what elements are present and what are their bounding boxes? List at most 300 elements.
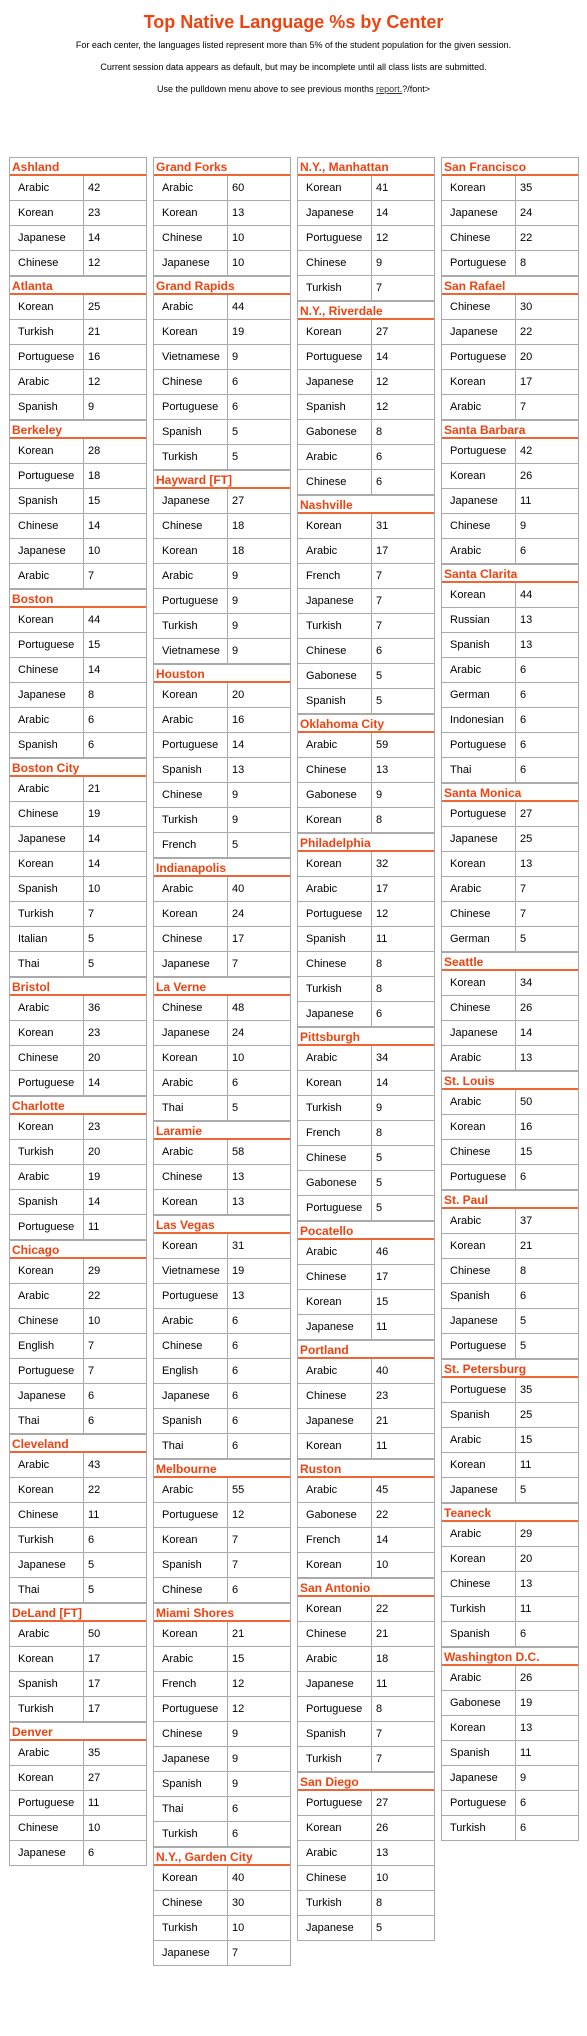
language-cell: Spanish <box>10 877 84 901</box>
center-table <box>441 1071 579 1190</box>
center-name: Miami Shores <box>154 1604 290 1622</box>
language-cell: Portuguese <box>10 1215 84 1239</box>
language-cell: Korean <box>442 583 516 607</box>
percent-cell: 50 <box>88 1628 101 1640</box>
percent-cell: 7 <box>520 908 527 920</box>
center-table <box>153 276 291 470</box>
percent-cell: 13 <box>232 1290 245 1302</box>
table-row <box>10 1334 146 1359</box>
language-cell: Chinese <box>154 226 228 250</box>
language-cell: Arabic <box>154 708 228 732</box>
language-cell: French <box>154 1672 228 1696</box>
center-table <box>9 276 147 420</box>
language-cell: Turkish <box>298 1891 372 1915</box>
percent-cell: 36 <box>88 1002 101 1014</box>
language-cell: Japanese <box>442 320 516 344</box>
percent-cell: 20 <box>520 1553 533 1565</box>
percent-cell: 10 <box>232 257 245 269</box>
table-row <box>154 1071 290 1096</box>
table-row <box>442 683 578 708</box>
table-row <box>298 1384 434 1409</box>
percent-cell: 24 <box>232 908 245 920</box>
language-cell: Korean <box>10 1766 84 1790</box>
language-cell: Arabic <box>442 1522 516 1546</box>
percent-cell: 40 <box>376 1365 389 1377</box>
center-name: Oklahoma City <box>298 715 434 733</box>
language-cell: Spanish <box>10 1672 84 1696</box>
percent-cell: 5 <box>232 426 239 438</box>
language-cell: Chinese <box>298 639 372 663</box>
language-cell: Chinese <box>154 996 228 1020</box>
percent-cell: 27 <box>376 1797 389 1809</box>
table-row <box>154 226 290 251</box>
language-cell: Spanish <box>442 1741 516 1765</box>
percent-cell: 8 <box>88 689 95 701</box>
percent-cell: 6 <box>232 1415 239 1427</box>
percent-cell: 22 <box>376 1509 389 1521</box>
percent-cell: 10 <box>232 1922 245 1934</box>
center-name: Chicago <box>10 1241 146 1259</box>
language-cell: Japanese <box>298 370 372 394</box>
table-row <box>10 395 146 420</box>
percent-cell: 10 <box>88 545 101 557</box>
percent-cell: 17 <box>88 1653 101 1665</box>
center-table <box>9 420 147 589</box>
language-cell: Chinese <box>10 1503 84 1527</box>
language-cell: Korean <box>442 1716 516 1740</box>
intro-line-3-prefix: Use the pulldown menu above to see previous months <box>157 84 377 94</box>
table-row <box>10 1553 146 1578</box>
center-name: N.Y., Garden City <box>154 1848 290 1866</box>
language-cell: Arabic <box>442 1428 516 1452</box>
percent-cell: 11 <box>520 1747 532 1759</box>
percent-cell: 9 <box>232 645 239 657</box>
language-cell: Spanish <box>442 1284 516 1308</box>
percent-cell: 50 <box>520 1096 533 1108</box>
language-cell: Arabic <box>298 539 372 563</box>
percent-cell: 5 <box>88 1559 95 1571</box>
table-row <box>298 589 434 614</box>
language-cell: Chinese <box>10 251 84 275</box>
language-cell: Korean <box>298 514 372 538</box>
language-cell: English <box>154 1359 228 1383</box>
center-name: San Diego <box>298 1773 434 1791</box>
language-cell: Chinese <box>298 470 372 494</box>
language-cell: Japanese <box>298 1002 372 1026</box>
percent-cell: 17 <box>88 1678 101 1690</box>
language-cell: Korean <box>298 320 372 344</box>
language-cell: Korean <box>10 852 84 876</box>
center-table <box>297 495 435 714</box>
percent-cell: 22 <box>88 1290 101 1302</box>
language-cell: German <box>442 927 516 951</box>
percent-cell: 14 <box>88 664 101 676</box>
table-row <box>154 295 290 320</box>
percent-cell: 14 <box>376 1077 389 1089</box>
center-name: Portland <box>298 1341 434 1359</box>
table-row <box>298 226 434 251</box>
table-row <box>10 251 146 276</box>
table-row <box>10 927 146 952</box>
table-row <box>442 464 578 489</box>
table-row <box>298 1503 434 1528</box>
language-cell: Spanish <box>298 927 372 951</box>
percent-cell: 6 <box>88 1390 95 1402</box>
percent-cell: 6 <box>376 1008 383 1020</box>
percent-cell: 9 <box>232 1728 239 1740</box>
language-cell: Japanese <box>10 827 84 851</box>
percent-cell: 7 <box>376 282 383 294</box>
table-row <box>154 1553 290 1578</box>
language-cell: Arabic <box>10 708 84 732</box>
language-cell: Arabic <box>10 996 84 1020</box>
percent-cell: 5 <box>520 1484 527 1496</box>
language-cell: Spanish <box>298 395 372 419</box>
language-cell: Chinese <box>298 952 372 976</box>
percent-cell: 8 <box>376 426 383 438</box>
table-row <box>10 1647 146 1672</box>
table-row <box>154 758 290 783</box>
language-cell: French <box>298 564 372 588</box>
table-row <box>298 1891 434 1916</box>
table-row <box>298 1841 434 1866</box>
table-row <box>10 1384 146 1409</box>
language-cell: Vietnamese <box>154 345 228 369</box>
language-cell: Japanese <box>154 1021 228 1045</box>
percent-cell: 26 <box>520 1002 533 1014</box>
table-row <box>442 708 578 733</box>
table-row <box>298 1121 434 1146</box>
center-table <box>9 1603 147 1722</box>
language-cell: Arabic <box>154 1140 228 1164</box>
percent-cell: 44 <box>88 614 101 626</box>
language-cell: Chinese <box>298 1384 372 1408</box>
percent-cell: 34 <box>376 1052 389 1064</box>
percent-cell: 19 <box>88 808 101 820</box>
language-cell: Korean <box>298 1071 372 1095</box>
language-cell: Turkish <box>10 1528 84 1552</box>
percent-cell: 6 <box>520 1171 527 1183</box>
language-cell: Arabic <box>10 1165 84 1189</box>
percent-cell: 21 <box>88 783 101 795</box>
percent-cell: 6 <box>232 1803 239 1815</box>
language-cell: Portuguese <box>10 464 84 488</box>
percent-cell: 5 <box>520 933 527 945</box>
table-row <box>154 1747 290 1772</box>
language-cell: Chinese <box>154 927 228 951</box>
language-cell: Korean <box>298 852 372 876</box>
language-cell: Japanese <box>442 1309 516 1333</box>
language-cell: Thai <box>154 1096 228 1120</box>
percent-cell: 17 <box>232 933 245 945</box>
percent-cell: 9 <box>232 1753 239 1765</box>
language-cell: Korean <box>298 1290 372 1314</box>
language-cell: Spanish <box>10 395 84 419</box>
table-row <box>442 1403 578 1428</box>
table-row <box>10 1766 146 1791</box>
language-cell: Chinese <box>442 295 516 319</box>
table-row <box>442 733 578 758</box>
language-cell: Thai <box>10 952 84 976</box>
language-cell: Turkish <box>442 1597 516 1621</box>
percent-cell: 17 <box>376 883 389 895</box>
language-cell: Indonesian <box>442 708 516 732</box>
table-row <box>298 783 434 808</box>
percent-cell: 60 <box>232 182 245 194</box>
language-cell: Chinese <box>442 996 516 1020</box>
language-cell: Portuguese <box>442 733 516 757</box>
percent-cell: 43 <box>88 1459 101 1471</box>
table-row <box>298 927 434 952</box>
center-table <box>153 1459 291 1603</box>
language-cell: Turkish <box>10 1697 84 1721</box>
language-cell: Arabic <box>442 1046 516 1070</box>
center-table <box>441 1503 579 1647</box>
language-cell: Chinese <box>154 514 228 538</box>
table-row <box>154 927 290 952</box>
percent-cell: 21 <box>376 1628 389 1640</box>
language-cell: Chinese <box>154 1578 228 1602</box>
center-name: Pittsburgh <box>298 1028 434 1046</box>
center-table <box>9 1240 147 1434</box>
language-cell: Korean <box>10 1021 84 1045</box>
percent-cell: 7 <box>376 570 383 582</box>
table-row <box>154 1165 290 1190</box>
table-row <box>298 1791 434 1816</box>
language-cell: Gabonese <box>298 664 372 688</box>
language-cell: French <box>298 1528 372 1552</box>
language-cell: Korean <box>442 176 516 200</box>
language-cell: Chinese <box>10 802 84 826</box>
table-row <box>442 1691 578 1716</box>
table-row <box>298 902 434 927</box>
language-cell: Korean <box>298 808 372 832</box>
percent-cell: 12 <box>376 376 389 388</box>
center-name: N.Y., Riverdale <box>298 302 434 320</box>
table-row <box>298 1002 434 1027</box>
table-row <box>154 1096 290 1121</box>
language-cell: Chinese <box>442 902 516 926</box>
language-cell: Portuguese <box>154 733 228 757</box>
percent-cell: 13 <box>520 1578 533 1590</box>
language-cell: Portuguese <box>442 802 516 826</box>
language-cell: Arabic <box>10 1284 84 1308</box>
percent-cell: 5 <box>376 1177 383 1189</box>
language-cell: Chinese <box>442 1572 516 1596</box>
percent-cell: 14 <box>88 1196 101 1208</box>
percent-cell: 5 <box>88 933 95 945</box>
table-row <box>10 226 146 251</box>
percent-cell: 12 <box>232 1678 245 1690</box>
table-row <box>442 1572 578 1597</box>
language-cell: Spanish <box>10 1190 84 1214</box>
percent-cell: 7 <box>232 1559 239 1571</box>
table-row <box>10 683 146 708</box>
language-cell: Korean <box>154 1190 228 1214</box>
percent-cell: 46 <box>376 1246 389 1258</box>
table-row <box>154 1503 290 1528</box>
language-cell: Japanese <box>298 1916 372 1940</box>
percent-cell: 58 <box>232 1146 245 1158</box>
language-cell: Arabic <box>298 1046 372 1070</box>
table-row <box>10 1816 146 1841</box>
language-cell: Korean <box>10 201 84 225</box>
percent-cell: 6 <box>520 689 527 701</box>
language-cell: Chinese <box>10 1309 84 1333</box>
language-cell: Chinese <box>10 1816 84 1840</box>
table-row <box>298 564 434 589</box>
percent-cell: 22 <box>520 326 533 338</box>
language-cell: Japanese <box>10 539 84 563</box>
center-table <box>297 1578 435 1772</box>
table-row <box>298 1866 434 1891</box>
language-cell: Arabic <box>10 777 84 801</box>
table-row <box>298 470 434 495</box>
table-row <box>442 608 578 633</box>
table-row <box>298 808 434 833</box>
language-cell: Gabonese <box>298 420 372 444</box>
language-cell: Portuguese <box>298 345 372 369</box>
language-cell: Korean <box>298 176 372 200</box>
table-row <box>442 1597 578 1622</box>
percent-cell: 8 <box>376 983 383 995</box>
percent-cell: 6 <box>520 664 527 676</box>
language-cell: Japanese <box>442 1478 516 1502</box>
language-cell: Turkish <box>298 977 372 1001</box>
percent-cell: 11 <box>88 1509 100 1521</box>
language-cell: Arabic <box>442 1666 516 1690</box>
language-cell: Arabic <box>442 1209 516 1233</box>
table-row <box>298 1622 434 1647</box>
language-cell: Portuguese <box>10 1359 84 1383</box>
language-cell: Japanese <box>10 1384 84 1408</box>
language-cell: Spanish <box>10 733 84 757</box>
table-row <box>154 1046 290 1071</box>
table-row <box>442 1165 578 1190</box>
percent-cell: 10 <box>88 1822 101 1834</box>
percent-cell: 40 <box>232 883 245 895</box>
table-row <box>10 295 146 320</box>
page-title: Top Native Language %s by Center <box>143 12 444 32</box>
table-row <box>442 1478 578 1503</box>
table-row <box>442 852 578 877</box>
percent-cell: 20 <box>88 1052 101 1064</box>
language-cell: Japanese <box>10 1553 84 1577</box>
table-row <box>442 1622 578 1647</box>
table-row <box>442 583 578 608</box>
percent-cell: 6 <box>232 1077 239 1089</box>
percent-cell: 5 <box>376 695 383 707</box>
percent-cell: 18 <box>88 470 101 482</box>
language-cell: Arabic <box>442 539 516 563</box>
percent-cell: 9 <box>88 401 95 413</box>
percent-cell: 11 <box>376 1321 388 1333</box>
percent-cell: 14 <box>88 833 101 845</box>
table-row <box>154 320 290 345</box>
table-row <box>154 1190 290 1215</box>
language-cell: French <box>298 1121 372 1145</box>
percent-cell: 5 <box>88 958 95 970</box>
percent-cell: 6 <box>520 1290 527 1302</box>
percent-cell: 11 <box>520 495 532 507</box>
language-cell: English <box>10 1334 84 1358</box>
percent-cell: 15 <box>88 639 101 651</box>
table-row <box>154 370 290 395</box>
percent-cell: 16 <box>88 351 101 363</box>
table-row <box>442 971 578 996</box>
percent-cell: 8 <box>376 1897 383 1909</box>
center-table <box>153 1121 291 1215</box>
percent-cell: 7 <box>88 1340 95 1352</box>
table-row <box>10 345 146 370</box>
table-row <box>442 395 578 420</box>
language-cell: Thai <box>154 1434 228 1458</box>
percent-cell: 5 <box>520 1315 527 1327</box>
table-row <box>442 514 578 539</box>
percent-cell: 24 <box>520 207 533 219</box>
table-row <box>10 1503 146 1528</box>
table-row <box>442 1284 578 1309</box>
language-cell: Chinese <box>10 658 84 682</box>
language-cell: Thai <box>442 758 516 782</box>
table-row <box>154 564 290 589</box>
percent-cell: 6 <box>376 476 383 488</box>
language-cell: Korean <box>154 902 228 926</box>
percent-cell: 24 <box>232 1027 245 1039</box>
percent-cell: 12 <box>88 376 101 388</box>
percent-cell: 44 <box>520 589 533 601</box>
table-row <box>154 614 290 639</box>
language-cell: Thai <box>10 1409 84 1433</box>
language-cell: Japanese <box>442 201 516 225</box>
language-cell: Turkish <box>154 1822 228 1846</box>
table-row <box>154 539 290 564</box>
percent-cell: 15 <box>520 1146 533 1158</box>
table-row <box>442 1741 578 1766</box>
percent-cell: 9 <box>232 351 239 363</box>
language-cell: Korean <box>154 1046 228 1070</box>
percent-cell: 12 <box>88 257 101 269</box>
percent-cell: 19 <box>232 1265 245 1277</box>
intro-text <box>0 40 587 95</box>
table-row <box>10 1359 146 1384</box>
table-row <box>154 1140 290 1165</box>
percent-cell: 14 <box>376 207 389 219</box>
table-row <box>442 1766 578 1791</box>
percent-cell: 26 <box>520 470 533 482</box>
language-cell: Korean <box>442 971 516 995</box>
percent-cell: 5 <box>520 1340 527 1352</box>
table-row <box>442 1259 578 1284</box>
table-row <box>442 1115 578 1140</box>
percent-cell: 12 <box>376 401 389 413</box>
percent-cell: 27 <box>232 495 245 507</box>
center-name: Laramie <box>154 1122 290 1140</box>
percent-cell: 8 <box>376 814 383 826</box>
table-row <box>10 1578 146 1603</box>
language-cell: Chinese <box>298 1146 372 1170</box>
previous-report-link[interactable]: report. <box>376 84 403 94</box>
percent-cell: 9 <box>232 1778 239 1790</box>
language-cell: Turkish <box>154 445 228 469</box>
percent-cell: 48 <box>232 1002 245 1014</box>
center-name: N.Y., Manhattan <box>298 158 434 176</box>
table-row <box>10 1021 146 1046</box>
language-cell: Japanese <box>154 489 228 513</box>
percent-cell: 30 <box>232 1897 245 1909</box>
column-1 <box>9 157 147 1866</box>
table-row <box>10 489 146 514</box>
